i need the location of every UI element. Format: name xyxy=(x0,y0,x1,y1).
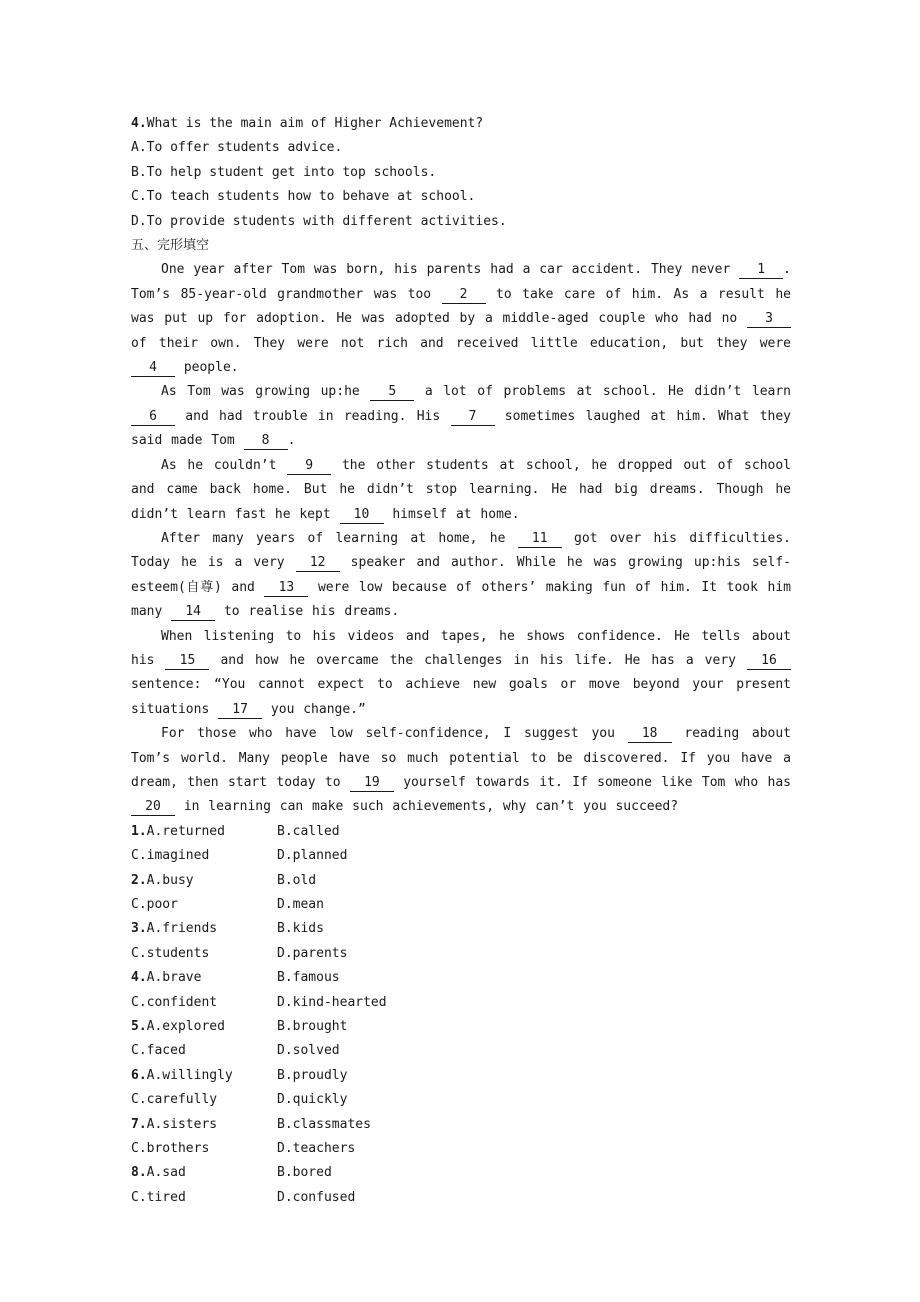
cloze-option-c: C.faced xyxy=(131,1043,186,1059)
cloze-option-row xyxy=(131,917,791,941)
cloze-option-a: A.sisters xyxy=(146,1116,218,1132)
cloze-option-number: 6. xyxy=(131,1067,147,1083)
cloze-option-cell xyxy=(131,942,277,966)
cloze-option-cell xyxy=(277,1064,791,1088)
cloze-option-cell xyxy=(277,869,791,893)
cloze-option-a: A.returned xyxy=(146,823,225,839)
reading-answer-option: C.To teach students how to behave at school. xyxy=(131,189,476,205)
cloze-option-cell xyxy=(277,1137,791,1161)
cloze-option-c: C.imagined xyxy=(131,848,210,864)
cloze-option-b: B.famous xyxy=(277,970,340,986)
cloze-option-c: C.poor xyxy=(131,897,178,912)
cloze-blank-7: 7 xyxy=(451,408,495,426)
cloze-option-d: D.planned xyxy=(277,848,348,864)
cloze-option-number: 5. xyxy=(131,1019,147,1035)
cloze-option-cell xyxy=(131,1137,277,1161)
cloze-blank-16: 16 xyxy=(747,652,791,670)
cloze-option-a: A.friends xyxy=(146,921,218,937)
page-content xyxy=(131,112,791,1210)
cloze-option-row xyxy=(131,893,791,917)
cloze-option-row xyxy=(131,1186,791,1210)
cloze-blank-19: 19 xyxy=(350,774,394,792)
cloze-option-row xyxy=(131,1113,791,1137)
cloze-option-row xyxy=(131,991,791,1015)
cloze-blank-12: 12 xyxy=(296,554,340,572)
cloze-option-b: B.brought xyxy=(277,1019,348,1035)
cloze-option-c: C.carefully xyxy=(131,1092,218,1108)
cloze-option-cell xyxy=(131,1039,277,1063)
cloze-option-cell xyxy=(131,1064,277,1088)
cloze-option-b: B.proudly xyxy=(277,1067,348,1083)
cloze-option-c: C.confident xyxy=(131,994,218,1010)
cloze-option-number: 2. xyxy=(131,872,147,888)
cloze-passage xyxy=(131,258,791,819)
cloze-option-a: A.willingly xyxy=(146,1067,233,1083)
cloze-option-cell xyxy=(277,820,791,844)
reading-answer-option: D.To provide students with different activities. xyxy=(131,213,507,229)
cloze-blank-3: 3 xyxy=(747,310,791,328)
cloze-blank-13: 13 xyxy=(264,579,308,597)
cloze-option-cell xyxy=(277,1039,791,1063)
cloze-option-d: D.quickly xyxy=(277,1092,348,1108)
cloze-option-number: 1. xyxy=(131,823,147,839)
cloze-option-row xyxy=(131,844,791,868)
cloze-option-row xyxy=(131,820,791,844)
reading-question-text: What is the main aim of Higher Achievement? xyxy=(146,116,484,131)
cloze-option-cell xyxy=(131,1015,277,1039)
cloze-option-d: D.teachers xyxy=(277,1141,356,1157)
cloze-option-row xyxy=(131,966,791,990)
cloze-blank-20: 20 xyxy=(131,798,175,816)
cloze-option-b: B.kids xyxy=(277,921,324,937)
cloze-option-row xyxy=(131,1015,791,1039)
cloze-option-b: B.classmates xyxy=(277,1116,371,1132)
cloze-paragraph: After many years of learning at home, he 11 got over his difficulties. Today he is a very 12 speaker and author. While he was growing up:his self-esteem(自尊) and 13 were low because of others’ making fun of him. It took him many 14 to realise his dreams. xyxy=(131,530,791,620)
cloze-option-a: A.sad xyxy=(146,1165,186,1181)
cloze-option-b: B.called xyxy=(277,823,340,839)
cloze-option-cell xyxy=(277,966,791,990)
cloze-blank-15: 15 xyxy=(165,652,209,670)
cloze-paragraph: As Tom was growing up:he 5 a lot of problems at school. He didn’t learn 6 and had trouble in reading. His 7 sometimes laughed at him. What they said made Tom 8 . xyxy=(131,384,792,449)
reading-question-options xyxy=(131,136,791,234)
cloze-option-row xyxy=(131,1064,791,1088)
cloze-blank-10: 10 xyxy=(340,506,384,524)
cloze-option-cell xyxy=(131,1113,277,1137)
cloze-option-d: D.kind-hearted xyxy=(277,994,387,1010)
cloze-option-cell xyxy=(277,1161,791,1185)
cloze-blank-6: 6 xyxy=(131,408,175,426)
cloze-blank-4: 4 xyxy=(131,359,175,377)
reading-question-number: 4. xyxy=(131,116,147,131)
cloze-blank-5: 5 xyxy=(370,383,414,401)
cloze-option-row xyxy=(131,1088,791,1112)
cloze-option-number: 4. xyxy=(131,970,147,986)
cloze-option-cell xyxy=(131,917,277,941)
cloze-option-cell xyxy=(131,1161,277,1185)
cloze-option-c: C.brothers xyxy=(131,1141,210,1157)
cloze-blank-2: 2 xyxy=(442,286,486,304)
cloze-option-cell xyxy=(131,820,277,844)
cloze-option-number: 8. xyxy=(131,1165,147,1181)
cloze-option-cell xyxy=(277,1088,791,1112)
section-heading: 五、完形填空 xyxy=(131,238,210,254)
cloze-option-row xyxy=(131,1161,791,1185)
cloze-option-cell xyxy=(131,844,277,868)
cloze-option-a: A.busy xyxy=(146,872,194,888)
cloze-option-c: C.tired xyxy=(131,1189,186,1205)
cloze-option-cell xyxy=(277,1015,791,1039)
cloze-paragraph: For those who have low self-confidence, I suggest you 18 reading about Tom’s world. Many people have so much potential to be discovered. If you have a dream, then start today to 19 yourself towards it. If someone like Tom who has 20 in learning can make such achievements, why can’t you succeed? xyxy=(131,726,792,815)
cloze-blank-11: 11 xyxy=(518,530,562,548)
cloze-option-d: D.confused xyxy=(277,1189,356,1205)
cloze-option-d: D.parents xyxy=(277,945,348,961)
cloze-option-cell xyxy=(277,917,791,941)
cloze-blank-1: 1 xyxy=(739,261,783,279)
reading-answer-option: A.To offer students advice. xyxy=(131,140,343,156)
cloze-option-row xyxy=(131,942,791,966)
cloze-option-cell xyxy=(131,966,277,990)
cloze-option-c: C.students xyxy=(131,945,210,961)
cloze-blank-14: 14 xyxy=(171,603,215,621)
cloze-options-list xyxy=(131,820,791,1211)
cloze-paragraph: One year after Tom was born, his parents had a car accident. They never 1 . Tom’s 85-year-old grandmother was too 2 to take care of him. As a result he was put up for adoption. He was adopted by a middle-aged couple who had no 3 of their own. They were not rich and received little education, but they were 4 people. xyxy=(131,262,791,376)
cloze-option-row xyxy=(131,869,791,893)
cloze-option-cell xyxy=(131,869,277,893)
cloze-option-a: A.brave xyxy=(146,970,202,986)
cloze-option-cell xyxy=(131,1088,277,1112)
cloze-blank-8: 8 xyxy=(244,432,288,450)
reading-answer-option: B.To help student get into top schools. xyxy=(131,164,437,180)
cloze-blank-17: 17 xyxy=(218,701,262,719)
cloze-option-cell xyxy=(277,844,791,868)
cloze-option-cell xyxy=(277,1113,791,1137)
cloze-option-number: 7. xyxy=(131,1116,147,1132)
cloze-option-number: 3. xyxy=(131,921,147,937)
cloze-option-cell xyxy=(131,893,277,917)
cloze-option-cell xyxy=(277,991,791,1015)
cloze-paragraph: As he couldn’t 9 the other students at school, he dropped out of school and came back home. But he didn’t stop learning. He had big dreams. Though he didn’t learn fast he kept 10 himself at home. xyxy=(131,457,791,522)
cloze-option-b: B.old xyxy=(277,872,317,888)
cloze-option-cell xyxy=(131,1186,277,1210)
cloze-option-row xyxy=(131,1137,791,1161)
cloze-option-cell xyxy=(277,893,791,917)
cloze-option-d: D.mean xyxy=(277,897,324,912)
cloze-option-row xyxy=(131,1039,791,1063)
cloze-option-cell xyxy=(277,942,791,966)
cloze-paragraph: When listening to his videos and tapes, he shows confidence. He tells about his 15 and how he overcame the challenges in his life. He has a very 16 sentence: “You cannot expect to achieve new goals or move beyond your present situations 17 you change.” xyxy=(131,628,791,717)
reading-question-stem xyxy=(131,112,791,136)
cloze-blank-18: 18 xyxy=(628,725,672,743)
cloze-blank-9: 9 xyxy=(287,457,331,475)
cloze-option-cell xyxy=(131,991,277,1015)
cloze-option-b: B.bored xyxy=(277,1165,332,1181)
cloze-option-cell xyxy=(277,1186,791,1210)
cloze-option-a: A.explored xyxy=(146,1019,225,1035)
cloze-option-d: D.solved xyxy=(277,1043,340,1059)
